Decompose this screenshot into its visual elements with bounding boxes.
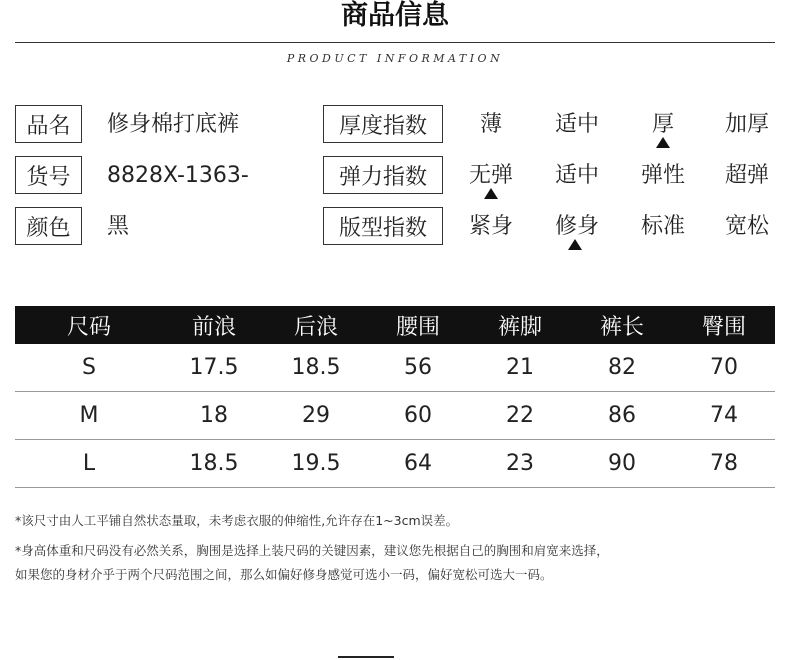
next-section-heading-fragment — [338, 654, 394, 660]
table-cell: 18.5 — [163, 440, 265, 488]
elasticity-option: 弹性 — [640, 163, 685, 188]
table-cell: 64 — [367, 440, 469, 488]
header-back-rise: 后浪 — [265, 306, 367, 344]
thickness-option: 厚 — [651, 112, 674, 137]
size-advice-note: *身高体重和尺码没有必然关系，胸围是选择上装尺码的关键因素，建议您先根据自己的胸围和肩宽来选择， — [15, 543, 609, 558]
table-cell: 29 — [265, 392, 367, 440]
table-cell: 90 — [571, 440, 673, 488]
table-cell: 78 — [673, 440, 775, 488]
header-front-rise: 前浪 — [163, 306, 265, 344]
title-divider — [15, 42, 775, 43]
table-cell: 82 — [571, 344, 673, 392]
name-value: 修身棉打底裤 — [107, 112, 240, 137]
table-cell: 23 — [469, 440, 571, 488]
elasticity-option: 超弹 — [724, 163, 769, 188]
code-value: 8828X-1363- — [107, 163, 249, 188]
size-table — [15, 306, 775, 488]
code-label: 货号 — [15, 156, 82, 194]
header-leg-opening: 裤脚 — [469, 306, 571, 344]
size-advice-note-continued: 如果您的身材介乎于两个尺码范围之间，那么如偏好修身感觉可选小一码，偏好宽松可选大一码。 — [15, 567, 553, 582]
fit-option: 修身 — [554, 214, 599, 239]
elasticity-index-label: 弹力指数 — [323, 156, 443, 194]
thickness-option: 适中 — [554, 112, 599, 137]
page-subtitle: PRODUCT INFORMATION — [286, 52, 504, 65]
page-title: 商品信息 — [341, 0, 449, 31]
header-size: 尺码 — [15, 306, 163, 344]
fit-option: 标准 — [640, 214, 685, 239]
table-cell: L — [15, 440, 163, 488]
table-cell: M — [15, 392, 163, 440]
table-cell: 70 — [673, 344, 775, 392]
measurement-note: *该尺寸由人工平铺自然状态量取，未考虑衣服的伸缩性,允许存在1~3cm误差。 — [15, 513, 459, 528]
table-cell: 19.5 — [265, 440, 367, 488]
thickness-option: 加厚 — [724, 112, 769, 137]
color-label: 颜色 — [15, 207, 82, 245]
name-label: 品名 — [15, 105, 82, 143]
table-cell: 74 — [673, 392, 775, 440]
table-cell: 60 — [367, 392, 469, 440]
table-cell: 17.5 — [163, 344, 265, 392]
color-value: 黑 — [107, 214, 130, 239]
table-cell: 18 — [163, 392, 265, 440]
table-cell: 56 — [367, 344, 469, 392]
table-row — [15, 344, 775, 392]
table-cell: 86 — [571, 392, 673, 440]
elasticity-option: 适中 — [554, 163, 599, 188]
size-table-header — [15, 306, 775, 344]
elasticity-option: 无弹 — [468, 163, 513, 188]
fit-index-label: 版型指数 — [323, 207, 443, 245]
header-length: 裤长 — [571, 306, 673, 344]
table-cell: S — [15, 344, 163, 392]
table-cell: 22 — [469, 392, 571, 440]
thickness-option: 薄 — [479, 112, 502, 137]
header-waist: 腰围 — [367, 306, 469, 344]
fit-selected-marker — [568, 239, 582, 250]
elasticity-selected-marker — [484, 188, 498, 199]
table-cell: 18.5 — [265, 344, 367, 392]
header-hip: 臀围 — [673, 306, 775, 344]
table-row — [15, 392, 775, 440]
fit-option: 紧身 — [468, 214, 513, 239]
table-cell: 21 — [469, 344, 571, 392]
thickness-index-label: 厚度指数 — [323, 105, 443, 143]
fit-option: 宽松 — [724, 214, 769, 239]
thickness-selected-marker — [656, 137, 670, 148]
table-row — [15, 440, 775, 488]
